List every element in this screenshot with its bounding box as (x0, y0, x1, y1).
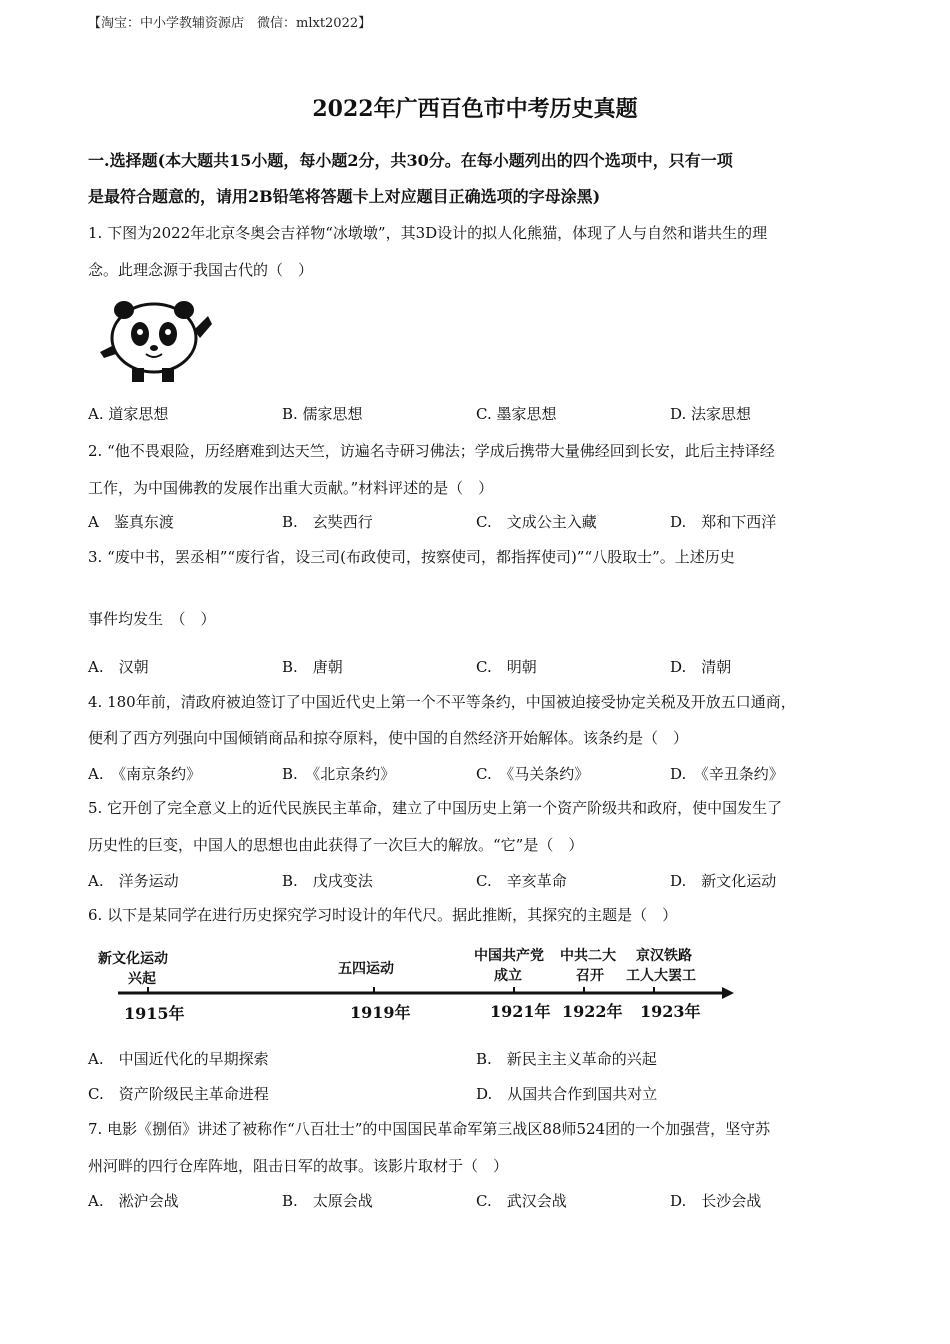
q7-text-line2: 州河畔的四行仓库阵地，阻击日军的故事。该影片取材于（ ） (88, 1157, 509, 1175)
q4-option-d: D. 《辛丑条约》 (670, 765, 784, 783)
timeline-label-1915-line1: 新文化运动 (98, 951, 168, 967)
q5-text-line1: 5. 它开创了完全意义上的近代民族民主革命，建立了中国历史上第一个资产阶级共和政府，使中国发生了 (88, 799, 783, 817)
q6-option-d: D. 从国共合作到国共对立 (476, 1085, 658, 1103)
timeline-year-1915: 1915年 (124, 1004, 185, 1023)
q3-option-a: A. 汉朝 (88, 658, 149, 676)
q7-option-d: D. 长沙会战 (670, 1192, 762, 1210)
q4-option-a: A. 《南京条约》 (88, 765, 202, 783)
q1-option-a: A. 道家思想 (88, 405, 169, 423)
q3-option-d: D. 清朝 (670, 658, 732, 676)
q6-option-b: B. 新民主主义革命的兴起 (476, 1050, 657, 1068)
page-title: 2022年广西百色市中考历史真题 (312, 96, 638, 122)
q5-option-a: A. 洋务运动 (88, 872, 179, 890)
panda-mascot-image (96, 294, 216, 386)
q3-option-b: B. 唐朝 (282, 658, 343, 676)
timeline-label-1923-line1: 京汉铁路 (636, 948, 692, 964)
q2-text-line1: 2. “他不畏艰险，历经磨难到达天竺，访遍名寺研习佛法；学成后携带大量佛经回到长安，此后主持译经 (88, 442, 775, 460)
q3-text-line1: 3. “废中书，罢丞相”“废行省，设三司(布政使司，按察使司，都指挥使司)”“八股取士”。上述历史 (88, 548, 735, 566)
q5-option-d: D. 新文化运动 (670, 872, 777, 890)
timeline-label-1921-line1: 中国共产党 (474, 948, 544, 964)
q1-option-c: C. 墨家思想 (476, 405, 557, 423)
q4-text-line2: 便利了西方列强向中国倾销商品和掠夺原料，使中国的自然经济开始解体。该条约是（ ） (88, 729, 689, 747)
page-header: 【淘宝：中小学教辅资源店 微信：mlxt2022】 (88, 16, 372, 31)
q4-option-b: B. 《北京条约》 (282, 765, 396, 783)
timeline-label-1921-line2: 成立 (494, 968, 522, 984)
q2-option-d: D. 郑和下西洋 (670, 513, 777, 531)
timeline-label-1922-line1: 中共二大 (560, 948, 616, 964)
q2-option-a: A 鉴真东渡 (88, 513, 174, 531)
q1-option-b: B. 儒家思想 (282, 405, 363, 423)
q3-text-line2: 事件均发生 （ ） (88, 610, 216, 628)
q5-option-c: C. 辛亥革命 (476, 872, 567, 890)
q7-option-b: B. 太原会战 (282, 1192, 373, 1210)
q6-text-line1: 6. 以下是某同学在进行历史探究学习时设计的年代尺。据此推断，其探究的主题是（ ） (88, 906, 678, 924)
timeline-label-1915-line2: 兴起 (128, 971, 156, 987)
q5-text-line2: 历史性的巨变，中国人的思想也由此获得了一次巨大的解放。“它”是（ ） (88, 836, 584, 854)
section-heading-line2: 是最符合题意的，请用2B铅笔将答题卡上对应题目正确选项的字母涂黑) (88, 187, 601, 206)
timeline-year-1919: 1919年 (350, 1003, 411, 1022)
q4-option-c: C. 《马关条约》 (476, 765, 590, 783)
q7-option-c: C. 武汉会战 (476, 1192, 567, 1210)
q6-option-a: A. 中国近代化的早期探索 (88, 1050, 269, 1068)
timeline-year-1922: 1922年 (562, 1002, 623, 1021)
timeline-year-1923: 1923年 (640, 1002, 701, 1021)
q2-option-b: B. 玄奘西行 (282, 513, 373, 531)
timeline-label-1922-line2: 召开 (576, 968, 604, 984)
timeline-label-1923-line2: 工人大罢工 (626, 968, 696, 984)
q2-text-line2: 工作，为中国佛教的发展作出重大贡献。”材料评述的是（ ） (88, 479, 494, 497)
q2-option-c: C. 文成公主入藏 (476, 513, 597, 531)
q4-text-line1: 4. 180年前，清政府被迫签订了中国近代史上第一个不平等条约，中国被迫接受协定关税及开放五口通商， (88, 693, 796, 711)
section-heading-line1: 一.选择题(本大题共15小题，每小题2分，共30分。在每小题列出的四个选项中，只有一项 (88, 151, 733, 170)
q7-option-a: A. 淞沪会战 (88, 1192, 179, 1210)
q1-text-line1: 1. 下图为2022年北京冬奥会吉祥物“冰墩墩”，其3D设计的拟人化熊猫，体现了人与自然和谐共生的理 (88, 224, 768, 242)
q1-text-line2: 念。此理念源于我国古代的（ ） (88, 261, 314, 279)
timeline-year-1921: 1921年 (490, 1002, 551, 1021)
q1-option-d: D. 法家思想 (670, 405, 752, 423)
q7-text-line1: 7. 电影《捌佰》讲述了被称作“八百壮士”的中国国民革命军第三战区88师524团的一个加强营，坚守苏 (88, 1120, 771, 1138)
q3-option-c: C. 明朝 (476, 658, 537, 676)
q5-option-b: B. 戊戌变法 (282, 872, 373, 890)
q6-option-c: C. 资产阶级民主革命进程 (88, 1085, 269, 1103)
timeline-label-1919: 五四运动 (338, 961, 394, 977)
